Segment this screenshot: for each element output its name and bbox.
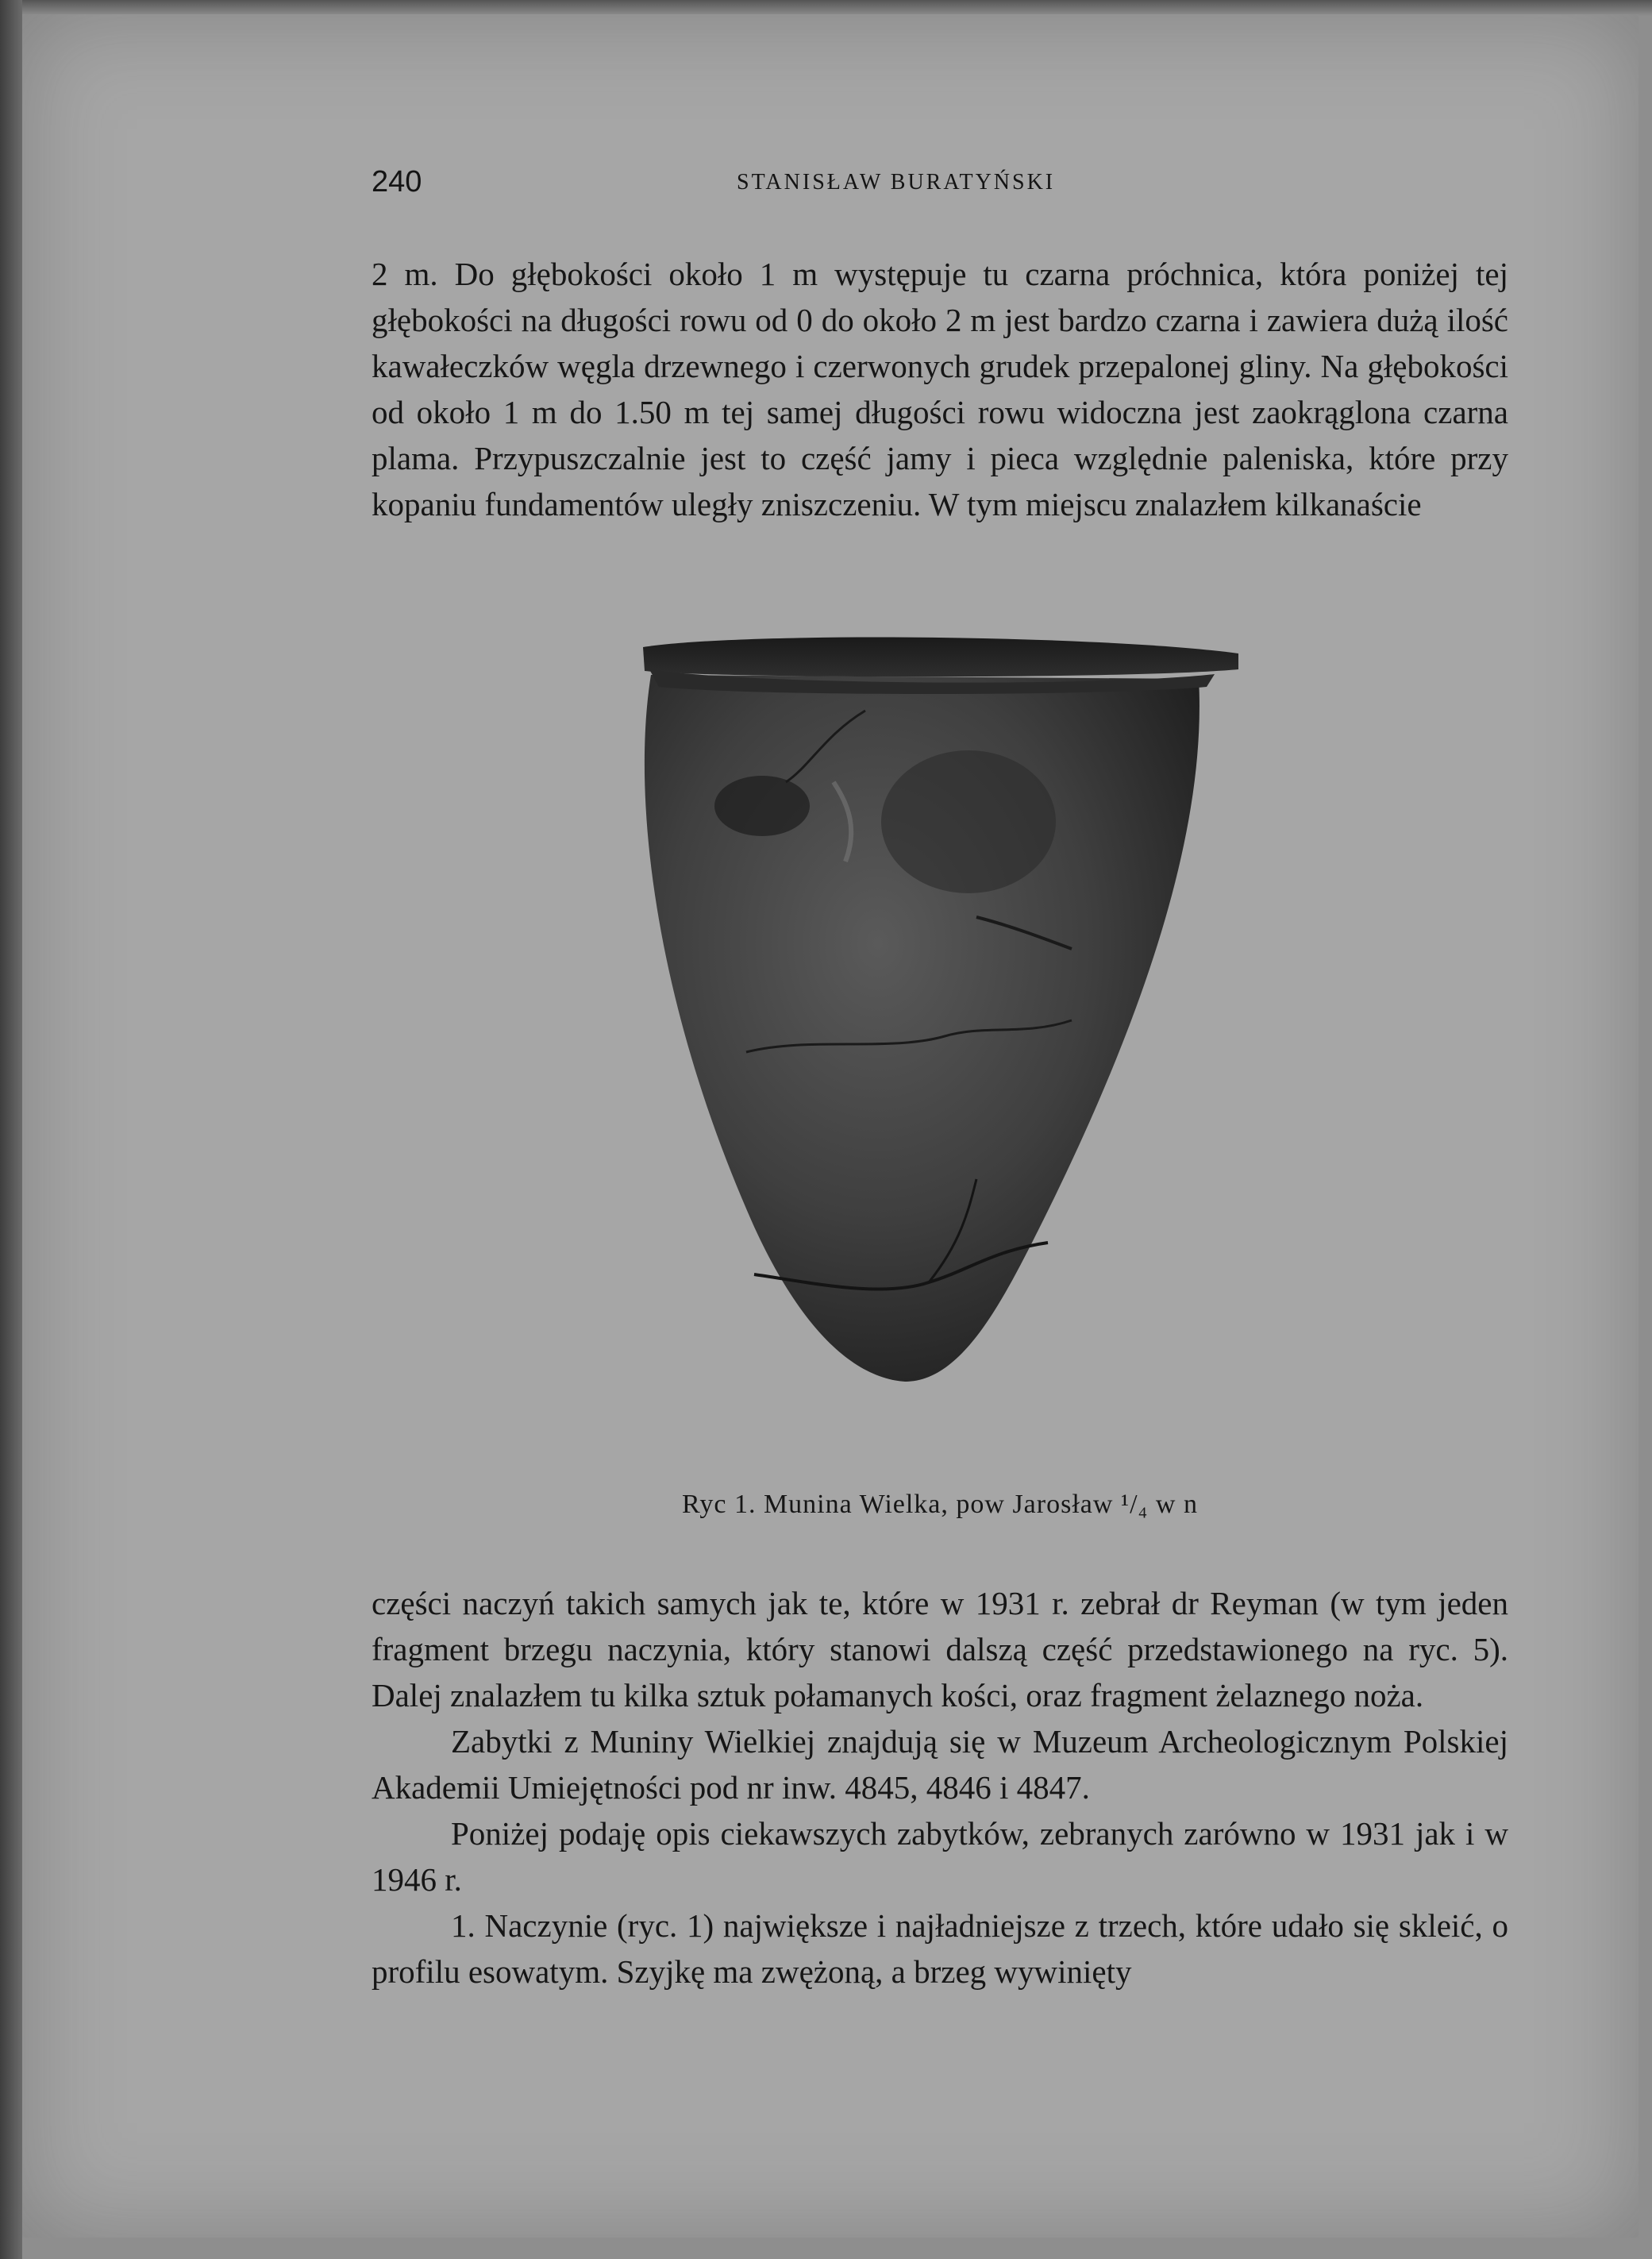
running-head-author: STANISŁAW BURATYŃSKI xyxy=(737,170,1056,195)
bottom-text-block xyxy=(372,1580,1508,1995)
paragraph: Poniżej podaję opis ciekawszych zabytków, zebranych zarówno w 1931 jak i w 1946 r. xyxy=(372,1815,1508,1898)
scan-edge-left xyxy=(0,0,22,2259)
paragraph: części naczyń takich samych jak te, które w 1931 r. zebrał dr Reyman (w tym jeden fragment brzegu naczynia, który stanowi dalszą część przedstawionego na ryc. 5). Dalej znalazłem tu kilka sztuk połamanych kości, oraz fragment żelaznego noża. xyxy=(372,1585,1508,1714)
page-number: 240 xyxy=(372,165,422,199)
paragraph: Zabytki z Muniny Wielkiej znajdują się w Muzeum Archeologicznym Polskiej Akademii Umiejętności pod nr inw. 4845, 4846 i 4847. xyxy=(372,1723,1508,1806)
running-head xyxy=(372,165,1508,205)
paragraph: 1. Naczynie (ryc. 1) największe i najładniejsze z trzech, które udało się skleić, o profilu esowatym. Szyjkę ma zwężoną, a brzeg wywinięty xyxy=(372,1907,1508,1990)
vessel-photo xyxy=(627,623,1246,1449)
scan-edge-top xyxy=(0,0,1652,16)
figure-pottery-vessel xyxy=(627,623,1246,1449)
figure-caption: Ryc 1. Munina Wielka, pow Jarosław ¹/₄ w n xyxy=(682,1490,1198,1519)
paragraph-continued: 2 m. Do głębokości około 1 m występuje tu czarna próchnica, która poniżej tej głębokości na długości rowu od 0 do około 2 m jest bardzo czarna i zawiera dużą ilość kawałeczków węgla drzewnego i czerwonych grudek przepalonej gliny. Na głębokości od około 1 m do 1.50 m tej samej długości rowu widoczna jest zaokrąglona czarna plama. Przypuszczalnie jest to część jamy i pieca względnie paleniska, które przy kopaniu fundamentów uległy zniszczeniu. W tym miejscu znalazłem kilkanaście xyxy=(372,256,1508,522)
top-text-block xyxy=(372,251,1508,527)
